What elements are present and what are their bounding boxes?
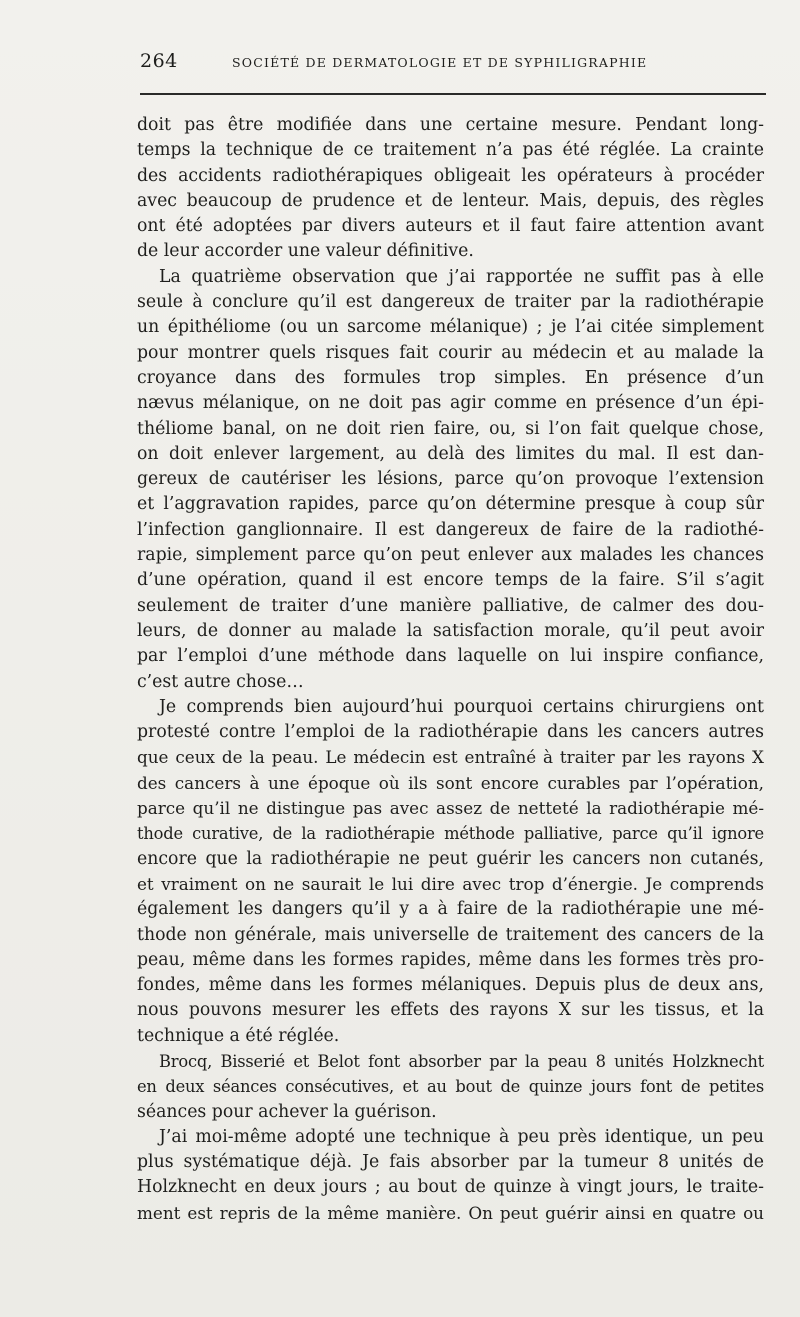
text-line: peau, même dans les formes rapides, même dans les formes très pro- bbox=[137, 949, 764, 970]
text-line: croyance dans des formules trop simples. En présence d’un bbox=[137, 367, 764, 388]
text-line: Brocq, Bisserié et Belot font absorber par la peau 8 unités Holzknecht bbox=[159, 1051, 764, 1071]
text-line: J’ai moi-même adopté une technique à peu près identique, un peu bbox=[159, 1126, 764, 1147]
text-line: doit pas être modifiée dans une certaine mesure. Pendant long- bbox=[137, 115, 764, 135]
text-line: Holzknecht en deux jours ; au bout de quinze à vingt jours, le traite- bbox=[137, 1177, 764, 1198]
text-line: l’infection ganglionnaire. Il est dangereux de faire de la radiothé- bbox=[137, 519, 764, 540]
body-text bbox=[137, 113, 764, 1226]
text-line: thode curative, de la radiothérapie méthode palliative, parce qu’il ignore bbox=[137, 824, 764, 844]
paragraph-4 bbox=[137, 1049, 764, 1125]
text-line: également les dangers qu’il y a à faire de la radiothérapie une mé- bbox=[137, 899, 764, 920]
text-line: ont été adoptées par divers auteurs et il faut faire attention avant bbox=[137, 216, 764, 237]
text-line: avec beaucoup de prudence et de lenteur. Mais, depuis, des règles bbox=[137, 190, 764, 211]
text-line: nævus mélanique, on ne doit pas agir comme en présence d’un épi- bbox=[137, 393, 764, 414]
text-line: on doit enlever largement, au delà des limites du mal. Il est dan- bbox=[137, 443, 764, 464]
text-line: gereux de cautériser les lésions, parce qu’on provoque l’extension bbox=[137, 469, 764, 490]
text-line: Je comprends bien aujourd’hui pourquoi certains chirurgiens ont bbox=[159, 696, 764, 717]
text-line: en deux séances consécutives, et au bout de quinze jours font de petites bbox=[137, 1077, 764, 1097]
text-line: des accidents radiothérapiques obligeait les opérateurs à procéder bbox=[137, 165, 764, 186]
page-number: 264 bbox=[140, 50, 178, 72]
text-line: thode non générale, mais universelle de traitement des cancers de la bbox=[137, 924, 764, 945]
text-line: d’une opération, quand il est encore temps de la faire. S’il s’agit bbox=[137, 570, 764, 591]
text-line: un épithéliome (ou un sarcome mélanique) ; je l’ai citée simplement bbox=[137, 317, 764, 338]
text-line: que ceux de la peau. Le médecin est entraîné à traiter par les rayons X bbox=[137, 747, 764, 768]
text-line: seule à conclure qu’il est dangereux de traiter par la radiothérapie bbox=[137, 292, 764, 313]
text-line: par l’emploi d’une méthode dans laquelle on lui inspire confiance, bbox=[137, 646, 764, 667]
text-line: séances pour achever la guérison. bbox=[137, 1101, 437, 1122]
paragraph-2 bbox=[137, 265, 764, 695]
text-line: La quatrième observation que j’ai rapportée ne suffit pas à elle bbox=[159, 266, 764, 287]
text-line: pour montrer quels risques fait courir au médecin et au malade la bbox=[137, 342, 764, 363]
text-line: et l’aggravation rapides, parce qu’on détermine presque à coup sûr bbox=[137, 494, 764, 515]
text-line: de leur accorder une valeur définitive. bbox=[137, 241, 474, 262]
paragraph-1 bbox=[137, 113, 764, 265]
text-line: fondes, même dans les formes mélaniques. Depuis plus de deux ans, bbox=[137, 975, 764, 996]
text-line: parce qu’il ne distingue pas avec assez de netteté la radiothérapie mé- bbox=[137, 798, 764, 819]
page-header bbox=[138, 50, 766, 80]
header-rule bbox=[140, 93, 766, 95]
text-line: ment est repris de la même manière. On peut guérir ainsi en quatre ou bbox=[137, 1202, 764, 1223]
text-line: nous pouvons mesurer les effets des rayons X sur les tissus, et la bbox=[137, 1000, 764, 1021]
text-line: encore que la radiothérapie ne peut guérir les cancers non cutanés, bbox=[137, 848, 764, 869]
text-line: rapie, simplement parce qu’on peut enlever aux malades les chances bbox=[137, 545, 764, 566]
text-line: théliome banal, on ne doit rien faire, ou, si l’on fait quelque chose, bbox=[137, 418, 764, 439]
text-line: protesté contre l’emploi de la radiothérapie dans les cancers autres bbox=[137, 722, 764, 743]
text-line: temps la technique de ce traitement n’a pas été réglée. La crainte bbox=[137, 140, 764, 161]
text-line: seulement de traiter d’une manière palliative, de calmer des dou- bbox=[137, 595, 764, 616]
text-line: c’est autre chose… bbox=[137, 671, 304, 692]
text-line: technique a été réglée. bbox=[137, 1025, 340, 1046]
paragraph-5 bbox=[137, 1125, 764, 1226]
text-line: leurs, de donner au malade la satisfaction morale, qu’il peut avoir bbox=[137, 620, 764, 641]
text-line: et vraiment on ne saurait le lui dire avec trop d’énergie. Je comprends bbox=[137, 873, 764, 894]
text-line: des cancers à une époque où ils sont encore curables par l’opération, bbox=[137, 772, 764, 793]
paragraph-3 bbox=[137, 695, 764, 1049]
running-title: SOCIÉTÉ DE DERMATOLOGIE ET DE SYPHILIGRAPHIE bbox=[232, 55, 648, 70]
text-line: plus systématique déjà. Je fais absorber par la tumeur 8 unités de bbox=[137, 1152, 764, 1173]
